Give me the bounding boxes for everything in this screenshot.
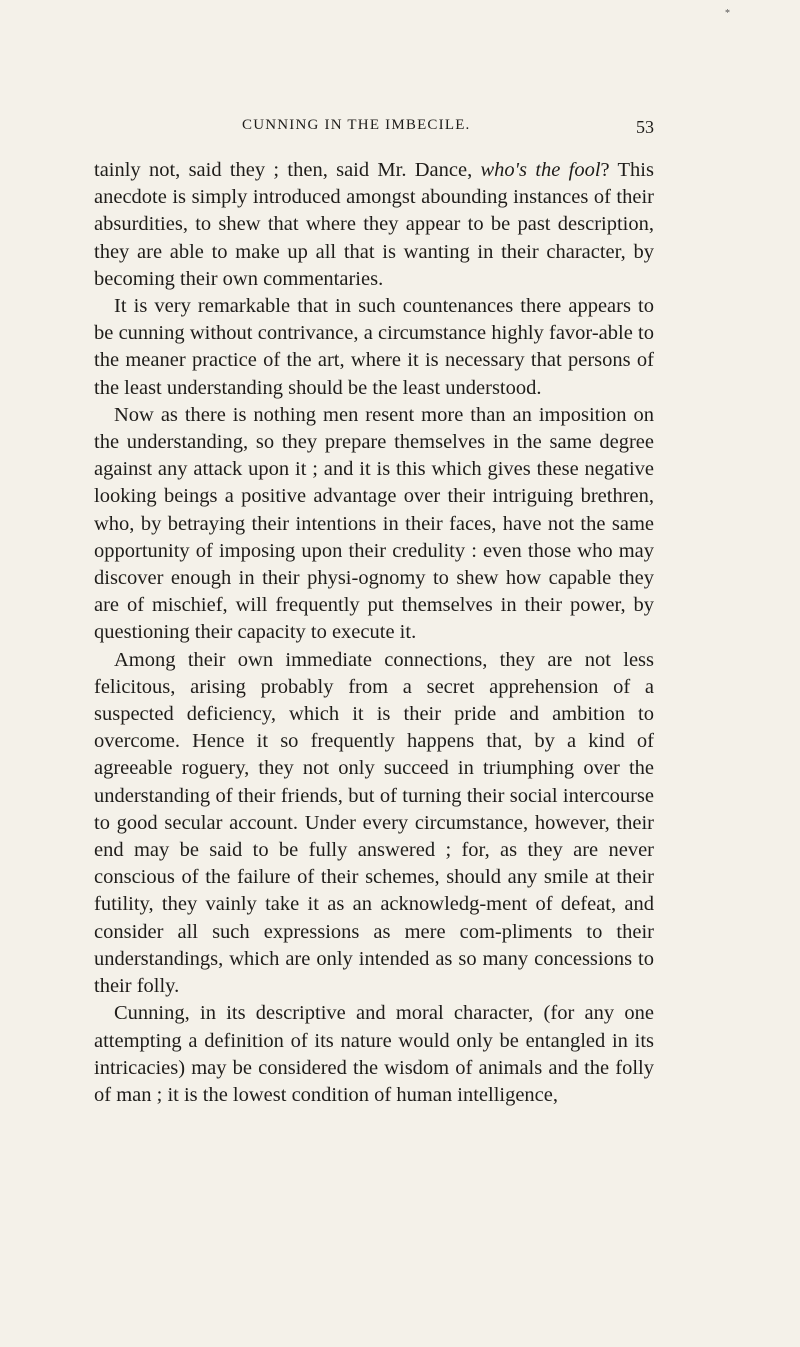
- paragraph-4: Among their own immediate connections, they are not less felicitous, arising probably from a secret apprehension of a suspected deficiency, which it is their pride and ambition to overcome. Hence it so frequently happens that, by a kind of agreeable roguery, they not only succeed in triumphing over the understanding of their friends, but of turning their social intercourse to good secular account. Under every circumstance, however, their end may be said to be fully answered ; for, as they are never conscious of the failure of their schemes, should any smile at their futility, they vainly take it as an acknowledg-ment of defeat, and consider all such expressions as mere com-pliments to their understandings, which are only intended as so many concessions to their folly.: [94, 648, 654, 998]
- paragraph-1-after-italic: ? This anecdote is simply introduced amongst abounding instances of their absurdities, to shew that where they appear to be past description, they are able to make up all that is wanting in their character, by becoming their own commentaries.: [94, 159, 654, 290]
- paragraph-5: Cunning, in its descriptive and moral character, (for any one attempting a definition of its nature would only be entangled in its intricacies) may be considered the wisdom of animals and the folly of man ; it is the lowest condition of human intelligence,: [94, 1002, 654, 1106]
- page-header: [94, 117, 654, 141]
- paragraph-3: Now as there is nothing men resent more than an imposition on the understanding, so they prepare themselves in the same degree against any attack upon it ; and it is this which gives these negative looking beings a positive advantage over their intriguing brethren, who, by betraying their intentions in their faces, have not the same opportunity of imposing upon their credulity : even those who may discover enough in their physi-ognomy to shew how capable they are of mischief, will frequently put themselves in their power, by questioning their capacity to execute it.: [94, 403, 654, 644]
- page-number: 53: [636, 117, 654, 137]
- body-text: [94, 157, 654, 1109]
- running-head: CUNNING IN THE IMBECILE.: [242, 117, 471, 133]
- paragraph-1-italic-phrase: who's the fool: [480, 159, 601, 181]
- paragraph-2: It is very remarkable that in such countenances there appears to be cunning without contrivance, a circumstance highly favor-able to the meaner practice of the art, where it is necessary that persons of the least understanding should be the least understood.: [94, 295, 654, 399]
- paragraph-1: [94, 157, 654, 293]
- paragraph-1-before-italic: tainly not, said they ; then, said Mr. Dance,: [94, 159, 481, 181]
- corner-mark: *: [725, 8, 730, 19]
